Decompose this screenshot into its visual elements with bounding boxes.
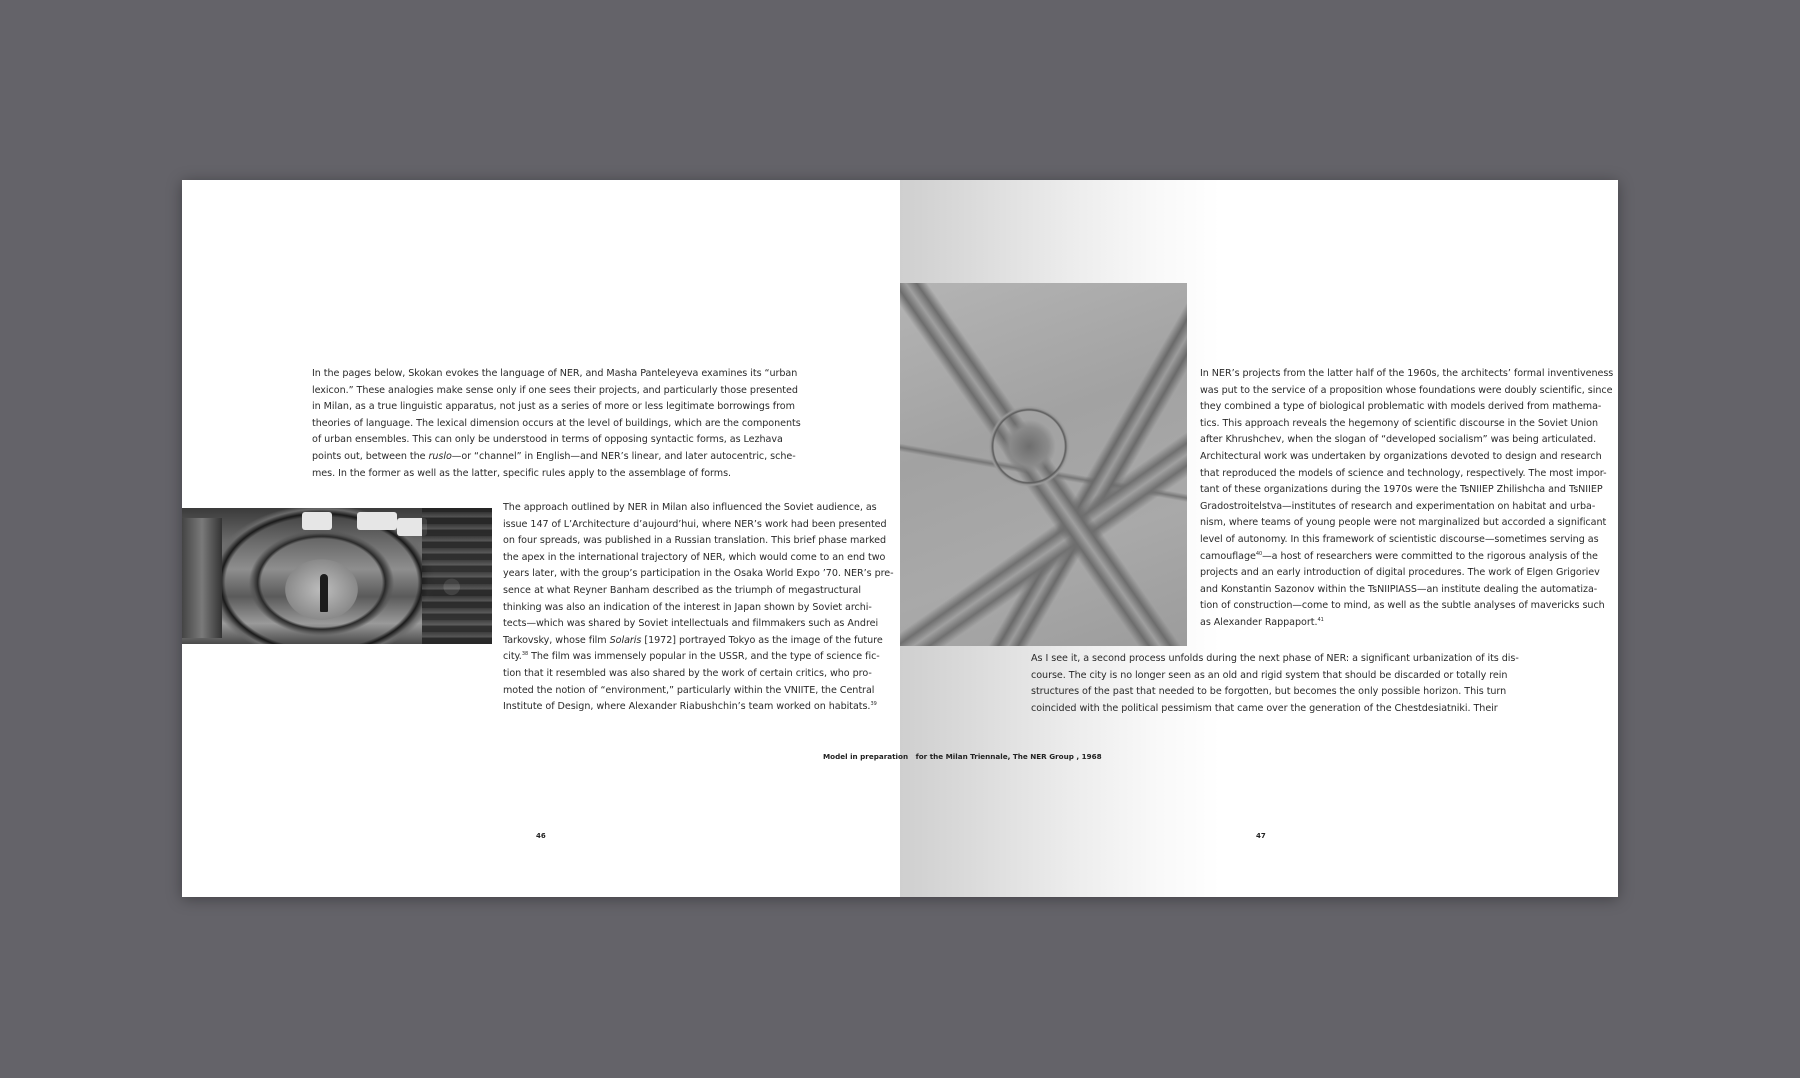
text-line: As I see it, a second process unfolds during the next phase of NER: a significant urbanization of its dis- xyxy=(1031,653,1519,664)
text-line: Institute of Design, where Alexander Riabushchin’s team worked on habitats.$^{39}$ xyxy=(503,701,877,713)
image-detail xyxy=(302,512,332,530)
text-line: nism, where teams of young people were not marginalized but accorded a significant xyxy=(1200,517,1607,529)
text-line: as Alexander Rappaport.$^{41}$ xyxy=(1200,616,1324,628)
text-line: The approach outlined by NER in Milan also influenced the Soviet audience, as xyxy=(503,502,877,513)
image-detail xyxy=(357,512,397,530)
text-line: tion of construction—come to mind, as well as the subtle analyses of mavericks such xyxy=(1200,600,1605,612)
film-still-image xyxy=(182,508,492,644)
text-line: theories of language. The lexical dimension occurs at the level of buildings, which are the components xyxy=(312,417,801,429)
right-paragraph-1 xyxy=(1200,366,1614,632)
text-line: mes. In the former as well as the latter, specific rules apply to the assemblage of forms. xyxy=(312,467,732,479)
text-line: sence at what Reyner Banham described as the triumph of megastructural xyxy=(503,584,861,596)
book-spread xyxy=(182,180,1618,897)
text-line: points out, between the ruslo—or “channel” in English—and NER’s linear, and later autocentric, sche- xyxy=(312,450,796,462)
text-line: lexicon.” These analogies make sense only if one sees their projects, and particularly those presented xyxy=(312,384,798,396)
text-line: and Konstantin Sazonov within the TsNIIPIASS—an institute dealing the automatiza- xyxy=(1200,583,1598,595)
footnote-ref: 40 xyxy=(1255,550,1263,557)
text-line: coincided with the political pessimism that came over the generation of the Chestdesiatniki. Their xyxy=(1031,702,1498,714)
text-line: after Khrushchev, when the slogan of “developed socialism” was being articulated. xyxy=(1200,434,1597,446)
text-line: was put to the service of a proposition whose foundations were doubly scientific, since xyxy=(1200,384,1613,396)
image-detail xyxy=(320,574,328,612)
text-line: thinking was also an indication of the interest in Japan shown by Soviet archi- xyxy=(503,601,872,613)
city-model-image xyxy=(900,283,1187,646)
text-line: tant of these organizations during the 1970s were the TsNIIEP Zhilishcha and TsNIIEP xyxy=(1200,484,1603,496)
text-line: course. The city is no longer seen as an old and rigid system that should be discarded or totally rein xyxy=(1031,669,1508,681)
image-caption xyxy=(823,752,1102,761)
caption-part-2: for the Milan Triennale, The NER Group , 1968 xyxy=(915,752,1102,761)
left-page xyxy=(182,180,900,897)
image-detail xyxy=(422,508,492,644)
text-line: moted the notion of “environment,” particularly within the VNIITE, the Central xyxy=(503,684,875,696)
text-line: in Milan, as a true linguistic apparatus, not just as a series of more or less legitimate borrowings from xyxy=(312,401,795,413)
text-line: they combined a type of biological problematic with models derived from mathema- xyxy=(1200,401,1602,413)
caption-part-1: Model in preparation xyxy=(823,752,909,761)
text-line: on four spreads, was published in a Russian translation. This brief phase marked xyxy=(503,535,887,547)
italic-title: Solaris xyxy=(609,634,642,646)
text-line: issue 147 of L’Architecture d’aujourd’hui, where NER’s work had been presented xyxy=(503,518,887,530)
right-paragraph-2 xyxy=(1031,651,1519,717)
left-paragraph-1 xyxy=(312,366,801,482)
text-line: Gradostroitelstva—institutes of research and experimentation on habitat and urba- xyxy=(1200,500,1596,512)
text-line: Tarkovsky, whose film Solaris [1972] portrayed Tokyo as the image of the future xyxy=(503,634,883,646)
footnote-ref: 38 xyxy=(521,651,529,658)
text-line: projects and an early introduction of digital procedures. The work of Elgen Grigoriev xyxy=(1200,567,1600,579)
text-line: level of autonomy. In this framework of scientistic discourse—sometimes serving as xyxy=(1200,533,1599,545)
text-line: Architectural work was undertaken by organizations devoted to design and research xyxy=(1200,450,1602,462)
text-line: that reproduced the models of science and technology, respectively. The most impor- xyxy=(1200,467,1607,479)
footnote-ref: 39 xyxy=(870,701,877,708)
text-line: of urban ensembles. This can only be understood in terms of opposing syntactic forms, as Lezhava xyxy=(312,434,783,446)
text-line: city.$^{38}$ The film was immensely popular in the USSR, and the type of science fic- xyxy=(503,651,880,663)
text-line: tects—which was shared by Soviet intellectuals and filmmakers such as Andrei xyxy=(503,618,879,630)
text-line: camouflage$^{40}$—a host of researchers were committed to the rigorous analysis of the xyxy=(1200,550,1598,562)
text-line: years later, with the group’s participation in the Osaka World Expo ’70. NER’s pre- xyxy=(503,568,894,580)
left-paragraph-2 xyxy=(503,500,894,716)
text-line: In the pages below, Skokan evokes the language of NER, and Masha Panteleyeva examines its “urban xyxy=(312,368,798,379)
footnote-ref: 41 xyxy=(1317,616,1324,623)
right-page xyxy=(900,180,1618,897)
page-number-left: 46 xyxy=(536,832,546,840)
text-line: tics. This approach reveals the hegemony of scientific discourse in the Soviet Union xyxy=(1200,417,1599,429)
italic-term: ruslo xyxy=(428,450,452,462)
text-line: structures of the past that needed to be forgotten, but becomes the only possible horizon. This turn xyxy=(1031,686,1507,698)
text-line: In NER’s projects from the latter half of the 1960s, the architects’ formal inventiveness xyxy=(1200,368,1614,379)
text-line: tion that it resembled was also shared by the work of certain critics, who pro- xyxy=(503,667,872,679)
image-detail xyxy=(182,518,222,638)
page-number-right: 47 xyxy=(1256,832,1266,840)
text-line: the apex in the international trajectory of NER, which would come to an end two xyxy=(503,551,886,563)
